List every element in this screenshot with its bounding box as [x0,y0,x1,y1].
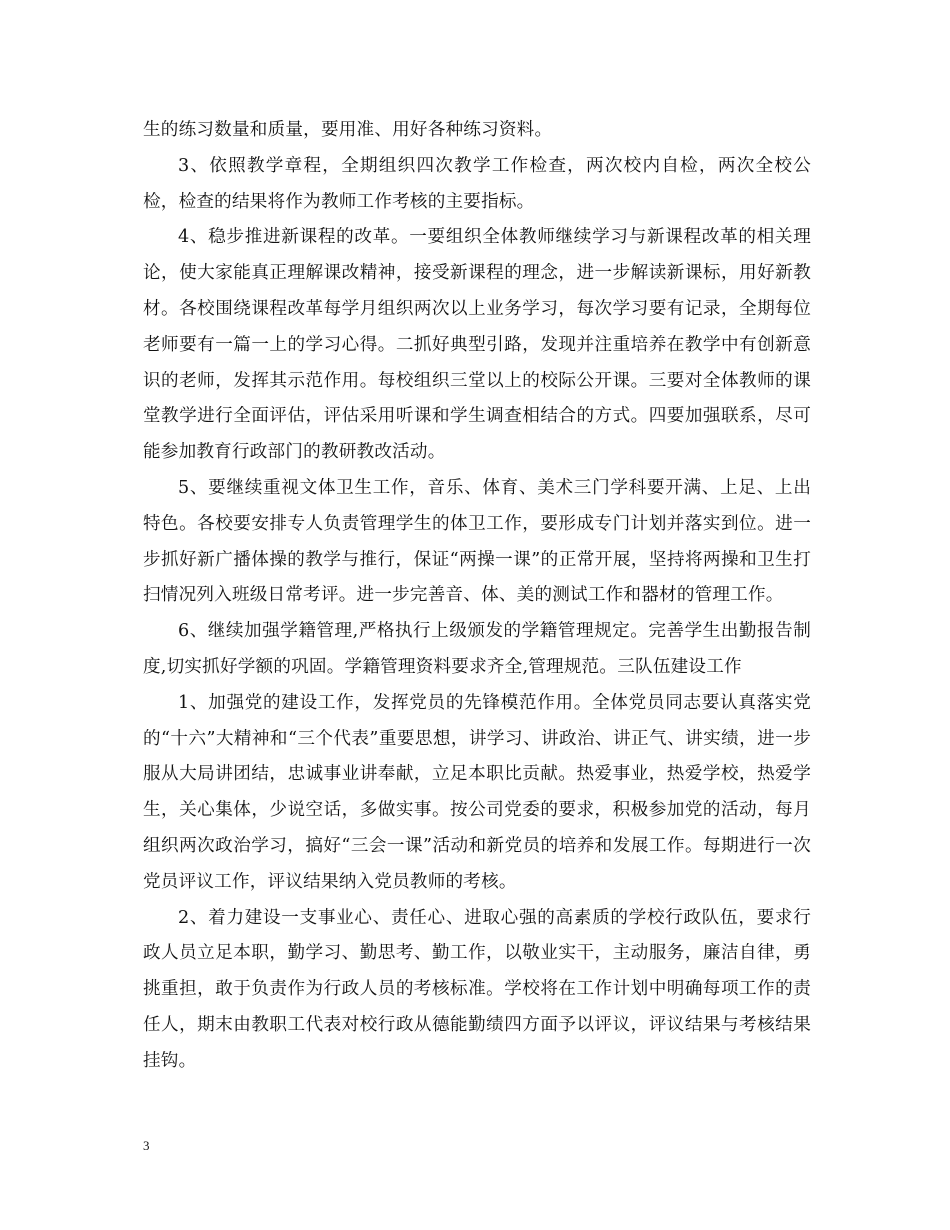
document-body [143,113,811,1080]
paragraph-item-6: 6、继续加强学籍管理,严格执行上级颁发的学籍管理规定。完善学生出勤报告制度,切实抓好学额的巩固。学籍管理资料要求齐全,管理规范。三队伍建设工作 [143,621,811,677]
paragraph-continuation: 生的练习数量和质量，要用准、用好各种练习资料。 [143,120,553,140]
paragraph-team-item-2: 2、着力建设一支事业心、责任心、进取心强的高素质的学校行政队伍，要求行政人员立足本职，勤学习、勤思考、勤工作，以敬业实干，主动服务，廉洁自律，勇挑重担，敢于负责作为行政人员的考核标准。学校将在工作计划中明确每项工作的责任人，期末由教职工代表对校行政从德能勤绩四方面予以评议，评议结果与考核结果挂钩。 [143,907,811,1071]
paragraph-item-4: 4、稳步推进新课程的改革。一要组织全体教师继续学习与新课程改革的相关理论，使大家能真正理解课改精神，接受新课程的理念，进一步解读新课标，用好新教材。各校围绕课程改革每学月组织两次以上业务学习，每次学习要有记录，全期每位老师要有一篇一上的学习心得。二抓好典型引路，发现并注重培养在教学中有创新意识的老师，发挥其示范作用。每校组织三堂以上的校际公开课。三要对全体教师的课堂教学进行全面评估，评估采用听课和学生调查相结合的方式。四要加强联系，尽可能参加教育行政部门的教研教改活动。 [143,227,811,463]
page-number: 3 [143,1138,150,1153]
paragraph-item-5: 5、要继续重视文体卫生工作，音乐、体育、美术三门学科要开满、上足、上出特色。各校要安排专人负责管理学生的体卫工作，要形成专门计划并落实到位。进一步抓好新广播体操的教学与推行，保证“两操一课”的正常开展，坚持将两操和卫生打扫情况列入班级日常考评。进一步完善音、体、美的测试工作和器材的管理工作。 [143,477,811,606]
paragraph-team-item-1: 1、加强党的建设工作，发挥党员的先锋模范作用。全体党员同志要认真落实党的“十六”大精神和“三个代表”重要思想，讲学习、讲政治、讲正气、讲实绩，进一步服从大局讲团结，忠诚事业讲奉献，立足本职比贡献。热爱事业，热爱学校，热爱学生，关心集体，少说空话，多做实事。按公司党委的要求，积极参加党的活动，每月组织两次政治学习，搞好“三会一课”活动和新党员的培养和发展工作。每期进行一次党员评议工作，评议结果纳入党员教师的考核。 [143,692,811,892]
paragraph-item-3: 3、依照教学章程，全期组织四次教学工作检查，两次校内自检，两次全校公检，检查的结果将作为教师工作考核的主要指标。 [143,155,811,212]
